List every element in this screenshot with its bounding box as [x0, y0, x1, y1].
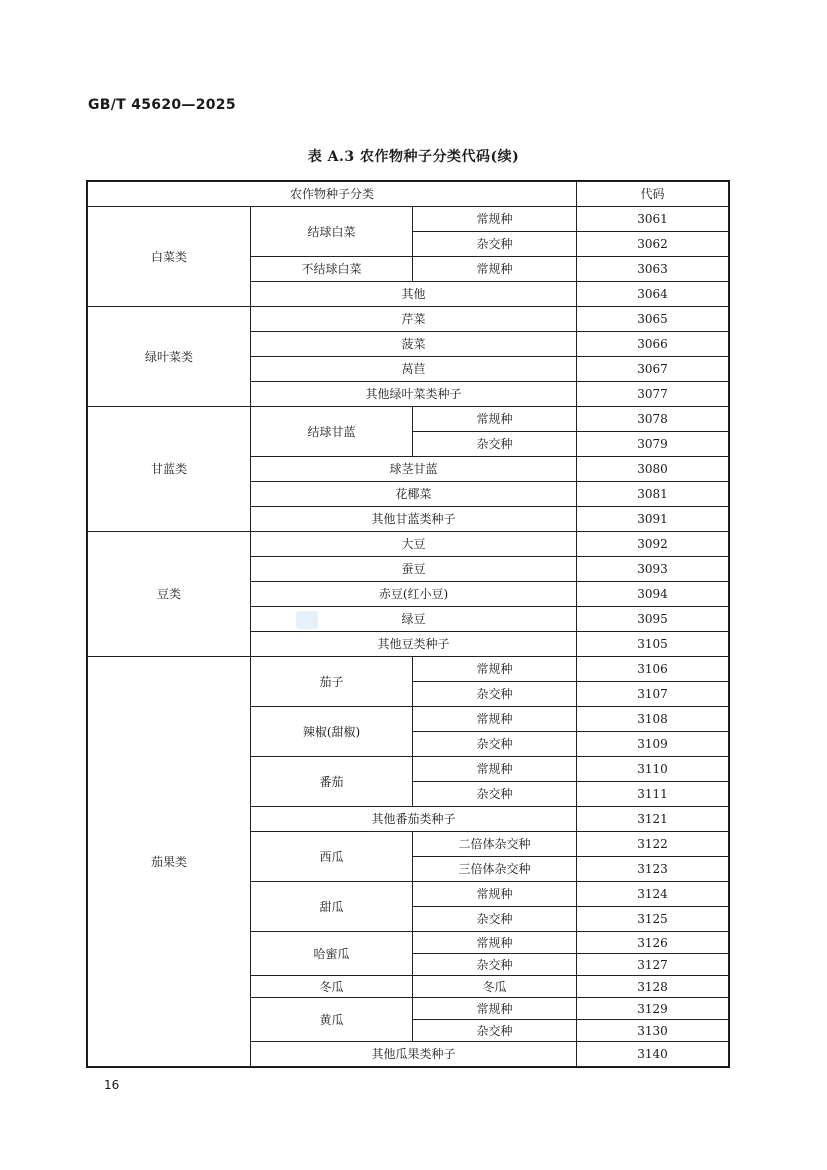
code-cell: 3080	[577, 457, 729, 482]
item-cell: 花椰菜	[251, 482, 577, 507]
code-cell: 3094	[577, 582, 729, 607]
type-cell: 常规种	[413, 657, 577, 682]
type-cell: 常规种	[413, 757, 577, 782]
type-cell: 杂交种	[413, 954, 577, 976]
subcategory-cell: 结球白菜	[251, 207, 413, 257]
item-cell: 芹菜	[251, 307, 577, 332]
table-header-row	[88, 182, 729, 207]
code-cell: 3127	[577, 954, 729, 976]
code-cell: 3130	[577, 1020, 729, 1042]
code-cell: 3061	[577, 207, 729, 232]
code-cell: 3125	[577, 907, 729, 932]
watermark-logo	[296, 611, 318, 629]
type-cell: 杂交种	[413, 682, 577, 707]
table-row	[88, 307, 729, 332]
item-cell: 球茎甘蓝	[251, 457, 577, 482]
type-cell: 杂交种	[413, 1020, 577, 1042]
subcategory-cell: 结球甘蓝	[251, 407, 413, 457]
type-cell: 三倍体杂交种	[413, 857, 577, 882]
code-cell: 3123	[577, 857, 729, 882]
subcategory-cell: 黄瓜	[251, 998, 413, 1042]
category-cell: 豆类	[88, 532, 251, 657]
code-cell: 3067	[577, 357, 729, 382]
category-cell: 白菜类	[88, 207, 251, 307]
category-cell: 甘蓝类	[88, 407, 251, 532]
item-cell: 莴苣	[251, 357, 577, 382]
header-code: 代码	[577, 182, 729, 207]
code-cell: 3105	[577, 632, 729, 657]
subcategory-cell: 辣椒(甜椒)	[251, 707, 413, 757]
type-cell: 杂交种	[413, 782, 577, 807]
code-cell: 3062	[577, 232, 729, 257]
type-cell: 杂交种	[413, 232, 577, 257]
type-cell: 杂交种	[413, 432, 577, 457]
category-cell: 绿叶菜类	[88, 307, 251, 407]
type-cell: 常规种	[413, 207, 577, 232]
item-cell: 其他瓜果类种子	[251, 1042, 577, 1067]
item-cell: 其他甘蓝类种子	[251, 507, 577, 532]
type-cell: 杂交种	[413, 907, 577, 932]
subcategory-cell: 西瓜	[251, 832, 413, 882]
table-row	[88, 207, 729, 232]
code-cell: 3129	[577, 998, 729, 1020]
item-cell: 赤豆(红小豆)	[251, 582, 577, 607]
item-cell: 其他番茄类种子	[251, 807, 577, 832]
standard-code: GB/T 45620—2025	[88, 97, 236, 113]
type-cell: 常规种	[413, 257, 577, 282]
subcategory-cell: 茄子	[251, 657, 413, 707]
item-cell: 其他豆类种子	[251, 632, 577, 657]
table-caption: 表 A.3 农作物种子分类代码(续)	[307, 149, 520, 165]
type-cell: 常规种	[413, 932, 577, 954]
item-cell: 菠菜	[251, 332, 577, 357]
code-cell: 3107	[577, 682, 729, 707]
code-cell: 3078	[577, 407, 729, 432]
code-cell: 3077	[577, 382, 729, 407]
code-cell: 3126	[577, 932, 729, 954]
code-cell: 3124	[577, 882, 729, 907]
subcategory-cell: 冬瓜	[251, 976, 413, 998]
category-cell: 茄果类	[88, 657, 251, 1067]
type-cell: 常规种	[413, 882, 577, 907]
table-row	[88, 532, 729, 557]
subcategory-cell: 不结球白菜	[251, 257, 413, 282]
item-cell: 蚕豆	[251, 557, 577, 582]
type-cell: 二倍体杂交种	[413, 832, 577, 857]
code-cell: 3110	[577, 757, 729, 782]
code-cell: 3128	[577, 976, 729, 998]
type-cell: 杂交种	[413, 732, 577, 757]
code-cell: 3079	[577, 432, 729, 457]
type-cell: 冬瓜	[413, 976, 577, 998]
item-cell: 大豆	[251, 532, 577, 557]
code-cell: 3064	[577, 282, 729, 307]
type-cell: 常规种	[413, 407, 577, 432]
code-cell: 3066	[577, 332, 729, 357]
code-cell: 3109	[577, 732, 729, 757]
subcategory-cell: 番茄	[251, 757, 413, 807]
code-cell: 3108	[577, 707, 729, 732]
table-row	[88, 407, 729, 432]
item-cell: 绿豆	[251, 607, 577, 632]
code-cell: 3091	[577, 507, 729, 532]
code-cell: 3095	[577, 607, 729, 632]
item-cell: 其他绿叶菜类种子	[251, 382, 577, 407]
item-cell: 其他	[251, 282, 577, 307]
code-cell: 3093	[577, 557, 729, 582]
code-cell: 3121	[577, 807, 729, 832]
code-cell: 3122	[577, 832, 729, 857]
subcategory-cell: 甜瓜	[251, 882, 413, 932]
code-cell: 3063	[577, 257, 729, 282]
code-cell: 3106	[577, 657, 729, 682]
code-cell: 3065	[577, 307, 729, 332]
code-cell: 3111	[577, 782, 729, 807]
subcategory-cell: 哈蜜瓜	[251, 932, 413, 976]
header-category: 农作物种子分类	[88, 182, 577, 207]
code-cell: 3092	[577, 532, 729, 557]
type-cell: 常规种	[413, 998, 577, 1020]
code-cell: 3140	[577, 1042, 729, 1067]
type-cell: 常规种	[413, 707, 577, 732]
page-number: 16	[104, 1078, 120, 1092]
code-cell: 3081	[577, 482, 729, 507]
seed-code-table	[87, 181, 729, 1067]
table-row	[88, 657, 729, 682]
